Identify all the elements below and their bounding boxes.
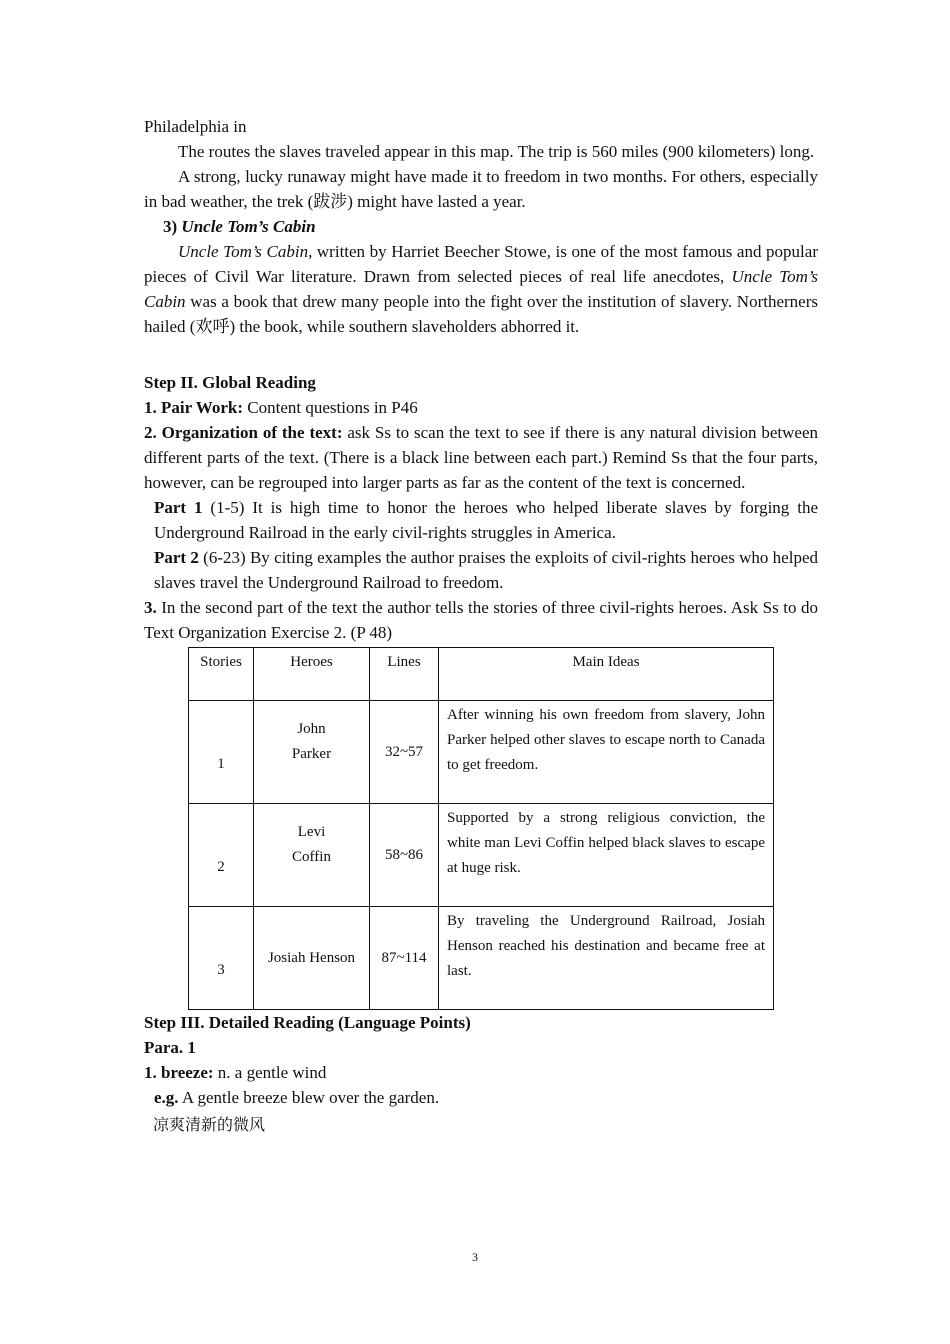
story-cell xyxy=(189,907,254,1010)
header-stories: Stories xyxy=(189,648,254,701)
story-number: 3 xyxy=(217,961,225,978)
step2-item2-label: 2. Organization of the text: xyxy=(144,423,343,442)
example-sentence xyxy=(144,1085,818,1110)
hero-name: John Parker xyxy=(291,721,332,762)
uncle-tom-paragraph xyxy=(144,239,818,339)
step2-item1-label: 1. Pair Work: xyxy=(144,398,244,417)
table-row xyxy=(189,804,774,907)
uncle-tom-title-italic: Uncle Tom’s Cabin xyxy=(178,242,309,261)
hero-cell xyxy=(254,804,370,907)
story-number: 1 xyxy=(217,755,225,772)
step3-heading: Step III. Detailed Reading (Language Points) xyxy=(144,1013,471,1032)
step2-item3 xyxy=(144,595,818,645)
breeze-label: 1. breeze: xyxy=(144,1063,214,1082)
part2-text: (6-23) By citing examples the author praises the exploits of civil-rights heroes who helped slaves travel the Underground Railroad to freedom. xyxy=(154,548,818,592)
document-page xyxy=(144,114,818,1137)
intro-fragment: Philadelphia in xyxy=(144,117,247,136)
step3-item1 xyxy=(144,1060,818,1085)
uncle-tom-heading-number: 3) xyxy=(163,217,178,236)
step2-item3-text: In the second part of the text the author tells the stories of three civil-rights heroes. Ask Ss to do Text Organization Exercise 2. (P 48) xyxy=(144,598,818,642)
main-idea-cell: By traveling the Underground Railroad, Josiah Henson reached his destination and became free at last. xyxy=(439,907,774,1010)
hero-name: Levi Coffin xyxy=(292,824,331,865)
part1-paragraph xyxy=(144,495,818,545)
example-label: e.g. xyxy=(154,1088,179,1107)
main-idea-cell: After winning his own freedom from slavery, John Parker helped other slaves to escape north to Canada to get freedom. xyxy=(439,701,774,804)
part2-label: Part 2 xyxy=(154,548,199,567)
chinese-note: 凉爽清新的微风 xyxy=(153,1115,266,1134)
header-lines: Lines xyxy=(370,648,439,701)
step2-item2-text: ask Ss to scan the text to see if there is any natural division between different parts of the text. (There is a black line between each part.) Remind Ss that the four parts, however, can be regrouped into larger parts as far as the content of the text is concerned. xyxy=(144,423,818,492)
header-heroes: Heroes xyxy=(254,648,370,701)
story-number: 2 xyxy=(217,858,225,875)
step2-item3-label: 3. xyxy=(144,598,157,617)
section-gap xyxy=(144,339,818,370)
table-header-row xyxy=(189,648,774,701)
step2-heading: Step II. Global Reading xyxy=(144,373,316,392)
table-row xyxy=(189,907,774,1010)
uncle-tom-heading xyxy=(144,214,818,239)
uncle-tom-title-italic-2: Uncle Tom’s Cabin xyxy=(144,267,818,311)
step2-item2 xyxy=(144,420,818,495)
lines-range: 58~86 xyxy=(384,846,424,863)
hero-cell xyxy=(254,701,370,804)
part1-text: (1-5) It is high time to honor the heroes who helped liberate slaves by forging the Underground Railroad in the early civil-rights struggles in America. xyxy=(154,498,818,542)
runaway-paragraph: A strong, lucky runaway might have made it to freedom in two months. For others, especially in bad weather, the trek (跋涉) might have lasted a year. xyxy=(144,167,818,211)
table-row xyxy=(189,701,774,804)
hero-name: Josiah Henson xyxy=(267,949,356,966)
step2-item1-text: Content questions in P46 xyxy=(243,398,418,417)
text-organization-table xyxy=(188,647,774,1010)
lines-cell xyxy=(370,701,439,804)
example-text: A gentle breeze blew over the garden. xyxy=(178,1088,440,1107)
story-cell xyxy=(189,804,254,907)
breeze-definition: n. a gentle wind xyxy=(213,1063,327,1082)
part1-label: Part 1 xyxy=(154,498,203,517)
para-label: Para. 1 xyxy=(144,1038,196,1057)
header-main-ideas: Main Ideas xyxy=(439,648,774,701)
page-number: 3 xyxy=(472,1250,478,1264)
part2-paragraph xyxy=(144,545,818,595)
step2-item1 xyxy=(144,395,818,420)
uncle-tom-text-a: , written by Harriet Beecher Stowe, is one of the most famous and popular pieces of Civil War literature. Drawn from selected pieces of real life anecdotes, xyxy=(144,242,818,286)
lines-range: 87~114 xyxy=(381,949,427,966)
uncle-tom-heading-title: Uncle Tom’s Cabin xyxy=(181,217,316,236)
lines-cell xyxy=(370,804,439,907)
lines-cell xyxy=(370,907,439,1010)
story-cell xyxy=(189,701,254,804)
lines-range: 32~57 xyxy=(384,743,424,760)
hero-cell xyxy=(254,907,370,1010)
uncle-tom-text-b: was a book that drew many people into the fight over the institution of slavery. Northerners hailed (欢呼) the book, while southern slaveholders abhorred it. xyxy=(144,292,818,336)
main-idea-cell: Supported by a strong religious conviction, the white man Levi Coffin helped black slaves to escape at huge risk. xyxy=(439,804,774,907)
routes-paragraph: The routes the slaves traveled appear in this map. The trip is 560 miles (900 kilometers) long. xyxy=(178,142,815,161)
